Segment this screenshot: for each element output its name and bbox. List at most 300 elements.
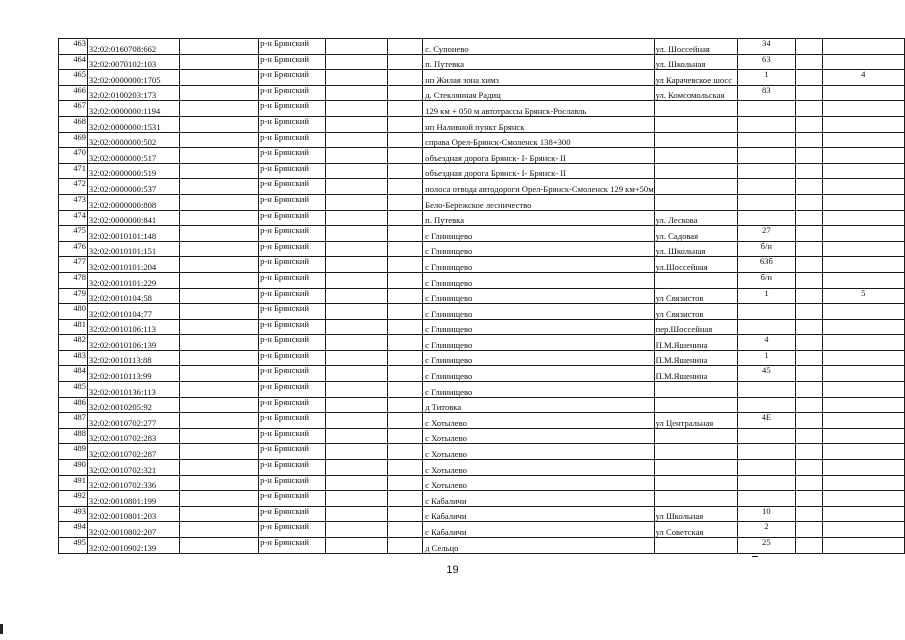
empty-cell (388, 226, 423, 242)
empty-cell (179, 382, 258, 398)
extra-number-cell (822, 210, 904, 226)
page-number: 19 (446, 564, 459, 576)
extra-number-cell (822, 132, 904, 148)
house-number-cell (737, 163, 795, 179)
street-cell: ул. Школьная (654, 241, 737, 257)
empty-cell (796, 522, 823, 538)
house-number-cell: 1 (737, 288, 795, 304)
locality-cell: 129 км + 050 м автотрассы Брянск-Рославль (423, 101, 655, 117)
row-number-cell: 472 (59, 179, 88, 195)
street-cell (654, 538, 737, 554)
house-number-cell: 34 (737, 39, 795, 55)
empty-cell (796, 132, 823, 148)
house-number-cell: б/н (737, 272, 795, 288)
locality-cell: объездная дорога Брянск- I- Брянск- II (423, 163, 655, 179)
locality-cell: нп Наливной пункт Брянск (423, 116, 655, 132)
street-cell (654, 148, 737, 164)
empty-cell (325, 54, 388, 70)
house-number-cell (737, 194, 795, 210)
cadastral-number-cell: 32:02:0010101:151 (87, 241, 179, 257)
cadastral-number-cell: 32:02:0010702:287 (87, 444, 179, 460)
street-cell: ул. Лескова (654, 210, 737, 226)
cadastral-number-cell: 32:02:0000000:808 (87, 194, 179, 210)
scan-mark (0, 624, 3, 634)
empty-cell (388, 538, 423, 554)
district-cell: р-н Брянский (259, 116, 326, 132)
district-cell: р-н Брянский (259, 194, 326, 210)
extra-number-cell (822, 350, 904, 366)
row-number-cell: 491 (59, 475, 88, 491)
cadastral-number-cell: 32:02:0000000:517 (87, 148, 179, 164)
empty-cell (325, 226, 388, 242)
extra-number-cell (822, 460, 904, 476)
table-row (59, 350, 905, 366)
empty-cell (388, 335, 423, 351)
row-number-cell: 471 (59, 163, 88, 179)
empty-cell (179, 428, 258, 444)
district-cell: р-н Брянский (259, 304, 326, 320)
district-cell: р-н Брянский (259, 179, 326, 195)
house-number-cell: 83 (737, 85, 795, 101)
empty-cell (179, 304, 258, 320)
empty-cell (796, 304, 823, 320)
row-number-cell: 479 (59, 288, 88, 304)
cadastral-number-cell: 32:02:0070102:103 (87, 54, 179, 70)
empty-cell (388, 85, 423, 101)
table-row (59, 319, 905, 335)
table-row (59, 39, 905, 55)
empty-cell (325, 148, 388, 164)
locality-cell: п. Путевка (423, 54, 655, 70)
empty-cell (796, 460, 823, 476)
extra-number-cell (822, 257, 904, 273)
extra-number-cell (822, 366, 904, 382)
cadastral-number-cell: 32:02:0160708:662 (87, 39, 179, 55)
empty-cell (796, 444, 823, 460)
cadastral-number-cell: 32:02:0010802:207 (87, 522, 179, 538)
street-cell (654, 475, 737, 491)
district-cell: р-н Брянский (259, 397, 326, 413)
extra-number-cell (822, 475, 904, 491)
locality-cell: с Хотылево (423, 428, 655, 444)
row-number-cell: 474 (59, 210, 88, 226)
empty-cell (325, 319, 388, 335)
district-cell: р-н Брянский (259, 444, 326, 460)
locality-cell: с Хотылево (423, 444, 655, 460)
row-number-cell: 473 (59, 194, 88, 210)
table-row (59, 116, 905, 132)
cadastral-number-cell: 32:02:0010104:58 (87, 288, 179, 304)
locality-cell: с Глинищево (423, 319, 655, 335)
house-number-cell: 2 (737, 522, 795, 538)
row-number-cell: 487 (59, 413, 88, 429)
empty-cell (388, 116, 423, 132)
extra-number-cell (822, 116, 904, 132)
table-row (59, 148, 905, 164)
table-row (59, 257, 905, 273)
table-row (59, 101, 905, 117)
extra-number-cell (822, 444, 904, 460)
cadastral-number-cell: 32:02:0100203:173 (87, 85, 179, 101)
table-row (59, 304, 905, 320)
locality-cell: с Глинищево (423, 350, 655, 366)
row-number-cell: 490 (59, 460, 88, 476)
extra-number-cell (822, 226, 904, 242)
house-number-cell (737, 179, 795, 195)
empty-cell (179, 226, 258, 242)
empty-cell (179, 85, 258, 101)
table-row (59, 132, 905, 148)
house-number-cell (737, 210, 795, 226)
row-number-cell: 470 (59, 148, 88, 164)
empty-cell (796, 210, 823, 226)
table-row (59, 413, 905, 429)
empty-cell (388, 241, 423, 257)
empty-cell (796, 39, 823, 55)
empty-cell (796, 54, 823, 70)
empty-cell (796, 101, 823, 117)
extra-number-cell (822, 538, 904, 554)
extra-number-cell (822, 428, 904, 444)
locality-cell: с Глинищево (423, 382, 655, 398)
empty-cell (388, 382, 423, 398)
district-cell: р-н Брянский (259, 538, 326, 554)
empty-cell (325, 179, 388, 195)
house-number-cell (737, 319, 795, 335)
table-row (59, 226, 905, 242)
locality-cell: с Глинищево (423, 272, 655, 288)
locality-cell: с Кабаличи (423, 522, 655, 538)
cadastral-number-cell: 32:02:0000000:1531 (87, 116, 179, 132)
district-cell: р-н Брянский (259, 413, 326, 429)
empty-cell (325, 194, 388, 210)
cadastral-number-cell: 32:02:0010113:99 (87, 366, 179, 382)
street-cell: пер.Шоссейная (654, 319, 737, 335)
row-number-cell: 467 (59, 101, 88, 117)
row-number-cell: 489 (59, 444, 88, 460)
empty-cell (179, 319, 258, 335)
extra-number-cell (822, 382, 904, 398)
district-cell: р-н Брянский (259, 54, 326, 70)
empty-cell (388, 272, 423, 288)
house-number-cell (737, 428, 795, 444)
cadastral-number-cell: 32:02:0010902:139 (87, 538, 179, 554)
empty-cell (388, 148, 423, 164)
district-cell: р-н Брянский (259, 210, 326, 226)
cadastral-number-cell: 32:02:0010702:336 (87, 475, 179, 491)
empty-cell (796, 475, 823, 491)
house-number-cell (737, 460, 795, 476)
empty-cell (388, 304, 423, 320)
empty-cell (796, 335, 823, 351)
extra-number-cell (822, 179, 904, 195)
empty-cell (325, 288, 388, 304)
table-row (59, 522, 905, 538)
district-cell: р-н Брянский (259, 460, 326, 476)
empty-cell (179, 163, 258, 179)
cadastral-number-cell: 32:02:0010106:139 (87, 335, 179, 351)
street-cell (654, 101, 737, 117)
street-cell (654, 179, 737, 195)
empty-cell (796, 506, 823, 522)
empty-cell (796, 413, 823, 429)
extra-number-cell (822, 148, 904, 164)
district-cell: р-н Брянский (259, 522, 326, 538)
empty-cell (325, 413, 388, 429)
row-number-cell: 466 (59, 85, 88, 101)
house-number-cell (737, 475, 795, 491)
empty-cell (325, 397, 388, 413)
empty-cell (179, 272, 258, 288)
empty-cell (325, 538, 388, 554)
street-cell: ул Связистов (654, 288, 737, 304)
house-number-cell: 25 (737, 538, 795, 554)
scan-mark (752, 556, 758, 557)
empty-cell (325, 304, 388, 320)
locality-cell: нп Жилая зона химз (423, 70, 655, 86)
row-number-cell: 476 (59, 241, 88, 257)
house-number-cell: 1 (737, 70, 795, 86)
table-row (59, 460, 905, 476)
district-cell: р-н Брянский (259, 319, 326, 335)
empty-cell (388, 179, 423, 195)
district-cell: р-н Брянский (259, 506, 326, 522)
empty-cell (388, 428, 423, 444)
locality-cell: с Хотылево (423, 460, 655, 476)
district-cell: р-н Брянский (259, 335, 326, 351)
empty-cell (179, 475, 258, 491)
cadastral-number-cell: 32:02:0010702:283 (87, 428, 179, 444)
empty-cell (796, 194, 823, 210)
district-cell: р-н Брянский (259, 163, 326, 179)
empty-cell (325, 491, 388, 507)
empty-cell (179, 366, 258, 382)
row-number-cell: 468 (59, 116, 88, 132)
empty-cell (796, 428, 823, 444)
cadastral-number-cell: 32:02:0010801:203 (87, 506, 179, 522)
house-number-cell: 4Е (737, 413, 795, 429)
empty-cell (388, 163, 423, 179)
table-row (59, 366, 905, 382)
street-cell: ул. Комсомольская (654, 85, 737, 101)
empty-cell (796, 382, 823, 398)
house-number-cell: б/н (737, 241, 795, 257)
empty-cell (796, 70, 823, 86)
street-cell: ул.Шоссейная (654, 257, 737, 273)
extra-number-cell (822, 54, 904, 70)
house-number-cell (737, 444, 795, 460)
district-cell: р-н Брянский (259, 85, 326, 101)
street-cell: П.М.Яшенина (654, 366, 737, 382)
street-cell (654, 132, 737, 148)
house-number-cell: 10 (737, 506, 795, 522)
row-number-cell: 464 (59, 54, 88, 70)
empty-cell (388, 366, 423, 382)
row-number-cell: 495 (59, 538, 88, 554)
locality-cell: д Титовка (423, 397, 655, 413)
empty-cell (179, 444, 258, 460)
district-cell: р-н Брянский (259, 428, 326, 444)
row-number-cell: 469 (59, 132, 88, 148)
empty-cell (388, 397, 423, 413)
district-cell: р-н Брянский (259, 272, 326, 288)
street-cell: ул. Школьная (654, 54, 737, 70)
empty-cell (388, 194, 423, 210)
row-number-cell: 478 (59, 272, 88, 288)
district-cell: р-н Брянский (259, 241, 326, 257)
extra-number-cell (822, 85, 904, 101)
empty-cell (388, 210, 423, 226)
street-cell: ул Советская (654, 522, 737, 538)
cadastral-number-cell: 32:02:0010101:204 (87, 257, 179, 273)
empty-cell (388, 506, 423, 522)
table-row (59, 491, 905, 507)
extra-number-cell (822, 272, 904, 288)
locality-cell: полоса отвода автодороги Орел-Брянск-Смоленск 129 км+50м (423, 179, 655, 195)
locality-cell: с Глинищево (423, 226, 655, 242)
cadastral-number-cell: 32:02:0010101:229 (87, 272, 179, 288)
cadastral-table (58, 38, 905, 554)
cadastral-number-cell: 32:02:0010113:88 (87, 350, 179, 366)
empty-cell (796, 226, 823, 242)
district-cell: р-н Брянский (259, 491, 326, 507)
cadastral-number-cell: 32:02:0000000:1705 (87, 70, 179, 86)
row-number-cell: 494 (59, 522, 88, 538)
district-cell: р-н Брянский (259, 39, 326, 55)
extra-number-cell (822, 335, 904, 351)
cadastral-number-cell: 32:02:0000000:1194 (87, 101, 179, 117)
street-cell (654, 397, 737, 413)
extra-number-cell (822, 304, 904, 320)
empty-cell (388, 70, 423, 86)
empty-cell (179, 335, 258, 351)
empty-cell (325, 132, 388, 148)
house-number-cell (737, 304, 795, 320)
house-number-cell (737, 397, 795, 413)
row-number-cell: 480 (59, 304, 88, 320)
empty-cell (179, 241, 258, 257)
empty-cell (388, 39, 423, 55)
empty-cell (388, 491, 423, 507)
empty-cell (796, 85, 823, 101)
house-number-cell (737, 116, 795, 132)
empty-cell (325, 272, 388, 288)
empty-cell (325, 475, 388, 491)
table-body (59, 39, 905, 554)
empty-cell (796, 272, 823, 288)
row-number-cell: 486 (59, 397, 88, 413)
empty-cell (796, 397, 823, 413)
row-number-cell: 463 (59, 39, 88, 55)
street-cell: ул. Шоссейная (654, 39, 737, 55)
empty-cell (796, 179, 823, 195)
locality-cell: с Глинищево (423, 257, 655, 273)
house-number-cell: 45 (737, 366, 795, 382)
row-number-cell: 492 (59, 491, 88, 507)
empty-cell (388, 350, 423, 366)
empty-cell (325, 85, 388, 101)
empty-cell (179, 538, 258, 554)
extra-number-cell (822, 397, 904, 413)
empty-cell (179, 491, 258, 507)
extra-number-cell (822, 194, 904, 210)
cadastral-number-cell: 32:02:0000000:519 (87, 163, 179, 179)
table-row (59, 241, 905, 257)
row-number-cell: 477 (59, 257, 88, 273)
street-cell (654, 272, 737, 288)
locality-cell: д. Стеклянная Радиц (423, 85, 655, 101)
empty-cell (796, 163, 823, 179)
table-row (59, 210, 905, 226)
empty-cell (179, 194, 258, 210)
extra-number-cell (822, 163, 904, 179)
street-cell: ул Центральная (654, 413, 737, 429)
house-number-cell (737, 132, 795, 148)
empty-cell (325, 350, 388, 366)
empty-cell (179, 257, 258, 273)
empty-cell (325, 382, 388, 398)
empty-cell (325, 163, 388, 179)
district-cell: р-н Брянский (259, 226, 326, 242)
empty-cell (179, 132, 258, 148)
locality-cell: с Глинищево (423, 335, 655, 351)
empty-cell (388, 101, 423, 117)
district-cell: р-н Брянский (259, 257, 326, 273)
house-number-cell (737, 101, 795, 117)
table-row (59, 163, 905, 179)
locality-cell: с Кабаличи (423, 506, 655, 522)
house-number-cell (737, 491, 795, 507)
empty-cell (325, 460, 388, 476)
district-cell: р-н Брянский (259, 148, 326, 164)
empty-cell (388, 413, 423, 429)
empty-cell (388, 132, 423, 148)
cadastral-number-cell: 32:02:0010136:113 (87, 382, 179, 398)
empty-cell (325, 366, 388, 382)
row-number-cell: 493 (59, 506, 88, 522)
empty-cell (388, 460, 423, 476)
table-row (59, 506, 905, 522)
locality-cell: с Глинищево (423, 304, 655, 320)
table-row (59, 428, 905, 444)
empty-cell (179, 101, 258, 117)
empty-cell (388, 54, 423, 70)
street-cell (654, 194, 737, 210)
cadastral-number-cell: 32:02:0010104:77 (87, 304, 179, 320)
empty-cell (179, 148, 258, 164)
table-row (59, 179, 905, 195)
district-cell: р-н Брянский (259, 101, 326, 117)
table-row (59, 70, 905, 86)
street-cell: ул Карачевское шосс (654, 70, 737, 86)
extra-number-cell (822, 39, 904, 55)
row-number-cell: 488 (59, 428, 88, 444)
empty-cell (388, 319, 423, 335)
street-cell: П.М.Яшенина (654, 350, 737, 366)
locality-cell: объездная дорога Брянск- I- Брянск- II (423, 148, 655, 164)
empty-cell (179, 522, 258, 538)
empty-cell (325, 335, 388, 351)
cadastral-number-cell: 32:02:0010702:321 (87, 460, 179, 476)
street-cell: ул. Садовая (654, 226, 737, 242)
street-cell: П.М.Яшенина (654, 335, 737, 351)
empty-cell (179, 54, 258, 70)
street-cell (654, 444, 737, 460)
street-cell (654, 460, 737, 476)
house-number-cell: 4 (737, 335, 795, 351)
cadastral-number-cell: 32:02:0010106:113 (87, 319, 179, 335)
street-cell (654, 491, 737, 507)
